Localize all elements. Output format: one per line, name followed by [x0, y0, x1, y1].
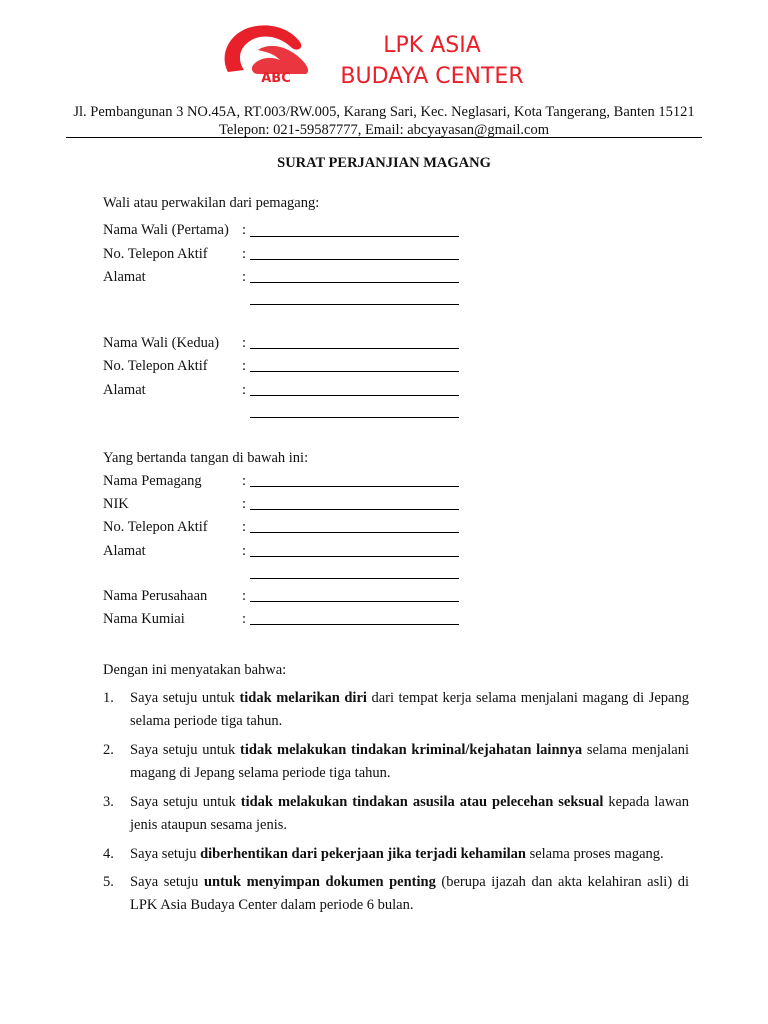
guardian2-address-field-2[interactable] — [250, 417, 459, 418]
guardian1-phone-label: No. Telepon Aktif — [103, 246, 208, 262]
intern-address-label: Alamat — [103, 543, 146, 559]
header-divider — [66, 137, 702, 138]
logo-text: ABC — [261, 71, 291, 86]
statement-number: 3. — [103, 794, 114, 810]
colon: : — [242, 473, 247, 489]
abc-logo — [218, 20, 314, 86]
colon: : — [242, 382, 247, 398]
intern-kumiai-field[interactable] — [250, 624, 459, 625]
guardian2-address-field[interactable] — [250, 395, 459, 396]
statement-item: 5. Saya setuju untuk menyimpan dokumen penting (berupa ijazah dan akta kelahiran asli) di LPK Asia Budaya Center dalam periode 6 bulan. — [103, 871, 689, 917]
colon: : — [242, 358, 247, 374]
statement-emphasis: tidak melakukan tindakan kriminal/kejahatan lainnya — [240, 742, 583, 758]
intern-company-label: Nama Perusahaan — [103, 588, 208, 604]
address-block — [0, 103, 768, 139]
guardian2-name-field[interactable] — [250, 348, 459, 349]
colon: : — [242, 543, 247, 559]
guardian2-phone-label: No. Telepon Aktif — [103, 358, 208, 374]
statement-emphasis: diberhentikan dari pekerjaan jika terjadi kehamilan — [200, 846, 526, 862]
guardian1-name-field[interactable] — [250, 236, 459, 237]
intern-phone-field[interactable] — [250, 532, 459, 533]
intern-company-field[interactable] — [250, 601, 459, 602]
intern-name-field[interactable] — [250, 486, 459, 487]
guardian-intro: Wali atau perwakilan dari pemagang: — [103, 195, 320, 211]
address-line: Jl. Pembangunan 3 NO.45A, RT.003/RW.005, Karang Sari, Kec. Neglasari, Kota Tangerang, Banten 15121 — [73, 104, 695, 120]
statement-item: 4. Saya setuju diberhentikan dari pekerjaan jika terjadi kehamilan selama proses magang. — [103, 843, 689, 866]
organization-name — [322, 30, 542, 92]
org-name-line2: BUDAYA CENTER — [340, 64, 524, 89]
org-name-line1: LPK ASIA — [383, 33, 481, 58]
guardian1-phone-field[interactable] — [250, 259, 459, 260]
intern-kumiai-label: Nama Kumiai — [103, 611, 185, 627]
intern-intro: Yang bertanda tangan di bawah ini: — [103, 450, 309, 466]
statement-number: 2. — [103, 742, 114, 758]
intern-phone-label: No. Telepon Aktif — [103, 519, 208, 535]
intern-nik-label: NIK — [103, 496, 129, 512]
guardian1-address-field-2[interactable] — [250, 304, 459, 305]
guardian2-address-label: Alamat — [103, 382, 146, 398]
intern-name-label: Nama Pemagang — [103, 473, 202, 489]
guardian1-address-field[interactable] — [250, 282, 459, 283]
statement-number: 5. — [103, 874, 114, 890]
guardian1-name-label: Nama Wali (Pertama) — [103, 222, 229, 238]
colon: : — [242, 222, 247, 238]
colon: : — [242, 519, 247, 535]
colon: : — [242, 496, 247, 512]
colon: : — [242, 269, 247, 285]
intern-nik-field[interactable] — [250, 509, 459, 510]
colon: : — [242, 335, 247, 351]
colon: : — [242, 611, 247, 627]
statement-item: 2. Saya setuju untuk tidak melakukan tindakan kriminal/kejahatan lainnya selama menjalani magang di Jepang selama periode tiga tahun. — [103, 739, 689, 785]
statement-number: 4. — [103, 846, 114, 862]
statement-intro: Dengan ini menyatakan bahwa: — [103, 662, 287, 678]
statement-emphasis: tidak melarikan diri — [239, 690, 367, 706]
colon: : — [242, 246, 247, 262]
guardian2-name-label: Nama Wali (Kedua) — [103, 335, 220, 351]
statement-item: 3. Saya setuju untuk tidak melakukan tindakan asusila atau pelecehan seksual kepada lawan jenis ataupun sesama jenis. — [103, 791, 689, 837]
intern-address-field-2[interactable] — [250, 578, 459, 579]
contact-line: Telepon: 021-59587777, Email: abcyayasan@gmail.com — [218, 122, 550, 138]
intern-address-field[interactable] — [250, 556, 459, 557]
guardian1-address-label: Alamat — [103, 269, 146, 285]
document-title: SURAT PERJANJIAN MAGANG — [277, 155, 491, 171]
statement-number: 1. — [103, 690, 114, 706]
colon: : — [242, 588, 247, 604]
statement-emphasis: untuk menyimpan dokumen penting — [203, 874, 436, 890]
statement-item: 1. Saya setuju untuk tidak melarikan diri dari tempat kerja selama menjalani magang di Jepang selama periode tiga tahun. — [103, 687, 689, 733]
statement-emphasis: tidak melakukan tindakan asusila atau pelecehan seksual — [240, 794, 604, 810]
letterhead — [0, 0, 768, 140]
guardian2-phone-field[interactable] — [250, 371, 459, 372]
